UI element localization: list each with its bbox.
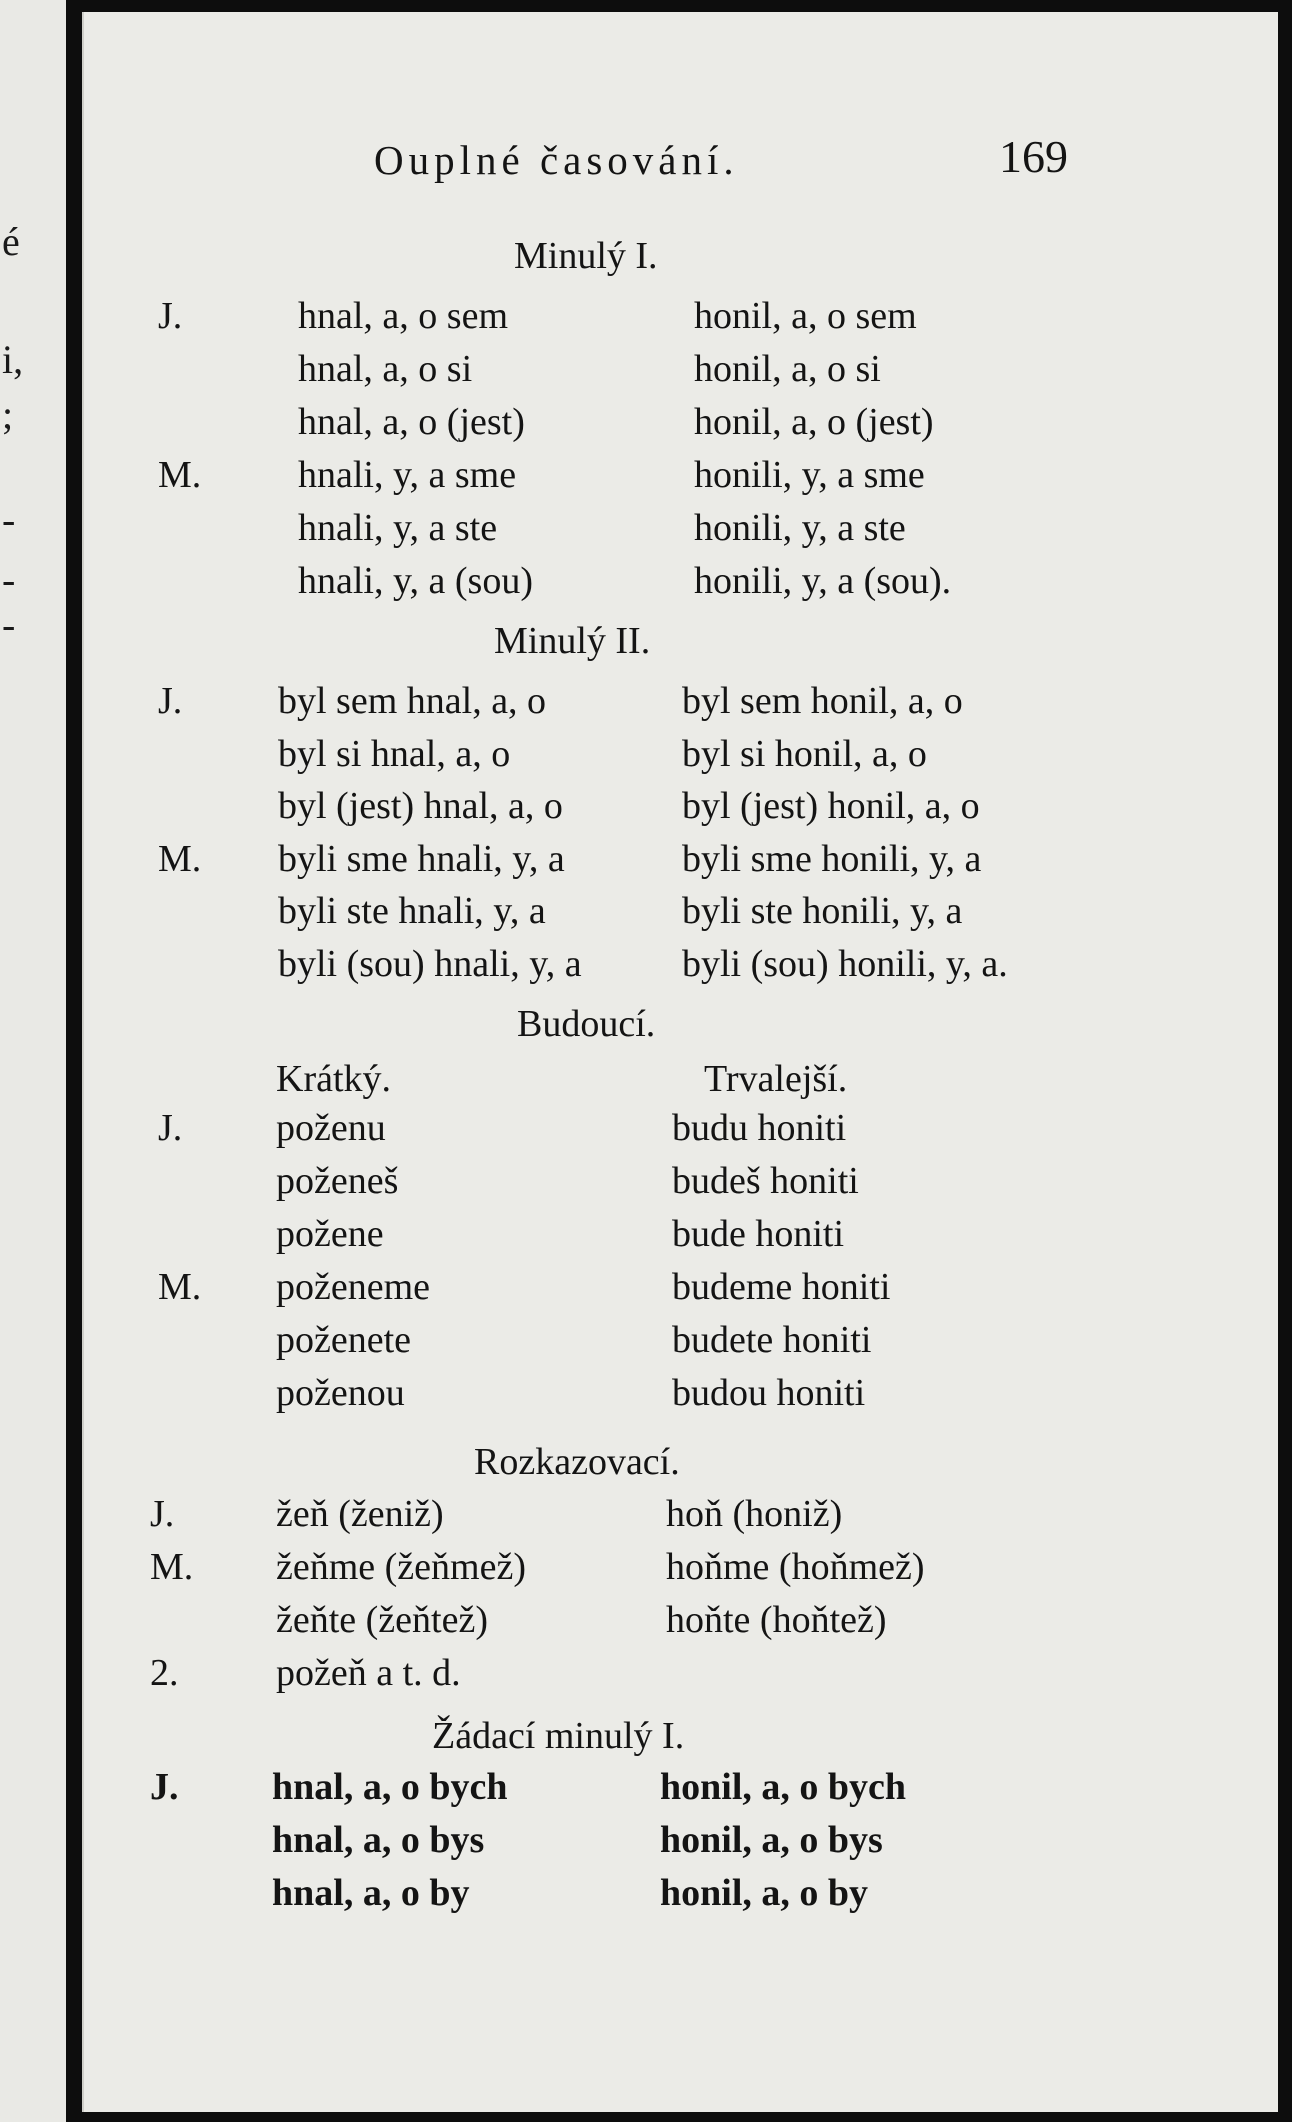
conjugation-left: hnal, a, o bys — [272, 1819, 485, 1861]
conjugation-left: žeňme (žeňmež) — [276, 1546, 526, 1588]
adjacent-page-fragment: é — [2, 219, 20, 264]
row-marker: J. — [158, 295, 183, 337]
row-marker: M. — [150, 1546, 194, 1588]
conjugation-right: budu honiti — [672, 1107, 847, 1149]
subheading-left: Krátký. — [276, 1058, 392, 1100]
conjugation-left: byli ste hnali, y, a — [278, 890, 546, 932]
conjugation-left: hnali, y, a sme — [298, 454, 517, 496]
book-page — [82, 12, 1278, 2112]
conjugation-right: honili, y, a (sou). — [694, 560, 952, 602]
conjugation-right: honili, y, a sme — [694, 454, 925, 496]
row-marker: 2. — [150, 1652, 179, 1694]
row-marker: M. — [158, 454, 202, 496]
conjugation-left: byli (sou) hnali, y, a — [278, 942, 582, 985]
conjugation-left: žeňte (žeňtež) — [276, 1599, 488, 1641]
conjugation-left: poženete — [276, 1319, 412, 1361]
conjugation-right: budeš honiti — [672, 1160, 859, 1202]
conjugation-left: byli sme hnali, y, a — [278, 837, 565, 880]
conjugation-left: poženu — [276, 1107, 386, 1149]
conjugation-left: žeň (ženiž) — [276, 1493, 444, 1535]
conjugation-right: byl si honil, a, o — [682, 732, 927, 775]
conjugation-right: honil, a, o (jest) — [694, 401, 934, 443]
adjacent-page-fragment: - — [2, 602, 16, 647]
conjugation-left: byl (jest) hnal, a, o — [278, 785, 563, 827]
section-heading: Rozkazovací. — [474, 1441, 680, 1483]
subheading-right: Trvalejší. — [704, 1058, 848, 1100]
row-marker: M. — [158, 1266, 202, 1308]
adjacent-page-fragment: - — [2, 557, 16, 602]
row-marker: J. — [158, 1107, 183, 1149]
conjugation-right: honil, a, o si — [694, 348, 881, 390]
conjugation-left: hnali, y, a ste — [298, 507, 498, 549]
conjugation-left: poženou — [276, 1372, 405, 1414]
conjugation-left: hnal, a, o sem — [298, 295, 509, 337]
section-heading: Budoucí. — [517, 1003, 656, 1045]
adjacent-page-fragment: i, — [2, 337, 24, 382]
conjugation-right: honil, a, o bys — [660, 1819, 883, 1861]
running-header-title: Ouplné časování. — [374, 137, 739, 183]
adjacent-page-fragment: ; — [2, 392, 14, 437]
conjugation-right: byli ste honili, y, a — [682, 890, 963, 932]
conjugation-right: budou honiti — [672, 1372, 866, 1414]
page-number: 169 — [999, 131, 1068, 182]
conjugation-right: honil, a, o bych — [660, 1766, 907, 1808]
conjugation-right: bude honiti — [672, 1213, 845, 1255]
conjugation-left: hnal, a, o bych — [272, 1766, 508, 1808]
adjacent-page-fragment: - — [2, 497, 16, 542]
conjugation-right: hoňme (hoňmež) — [666, 1546, 925, 1588]
conjugation-right: byl (jest) honil, a, o — [682, 785, 980, 827]
conjugation-right: hoňte (hoňtež) — [666, 1599, 887, 1641]
section-heading: Minulý II. — [494, 620, 651, 662]
conjugation-left: hnal, a, o si — [298, 348, 473, 390]
conjugation-left: hnal, a, o (jest) — [298, 401, 525, 443]
conjugation-left: poženeš — [276, 1160, 399, 1202]
conjugation-right: byl sem honil, a, o — [682, 680, 963, 722]
conjugation-right: byli (sou) honili, y, a. — [682, 942, 1008, 985]
row-marker: J. — [150, 1766, 179, 1808]
conjugation-right: budeme honiti — [672, 1266, 891, 1308]
row-marker: M. — [158, 837, 202, 880]
conjugation-right: honili, y, a ste — [694, 507, 906, 549]
conjugation-left: byl si hnal, a, o — [278, 732, 511, 775]
section-heading: Žádací minulý I. — [432, 1715, 685, 1757]
conjugation-right: honil, a, o by — [660, 1872, 869, 1914]
adjacent-page-edge — [0, 0, 66, 2122]
conjugation-right: byli sme honili, y, a — [682, 837, 982, 880]
conjugation-left: hnal, a, o by — [272, 1872, 470, 1914]
conjugation-left: poženeme — [276, 1266, 431, 1308]
conjugation-left: hnali, y, a (sou) — [298, 560, 533, 602]
conjugation-right: budete honiti — [672, 1319, 872, 1361]
row-marker: J. — [150, 1493, 175, 1535]
section-heading: Minulý I. — [514, 235, 658, 277]
conjugation-left: požene — [276, 1213, 384, 1255]
conjugation-left: požeň a t. d. — [276, 1652, 461, 1694]
row-marker: J. — [158, 680, 183, 722]
conjugation-left: byl sem hnal, a, o — [278, 680, 547, 722]
conjugation-right: honil, a, o sem — [694, 295, 917, 337]
conjugation-right: hoň (honiž) — [666, 1493, 843, 1535]
